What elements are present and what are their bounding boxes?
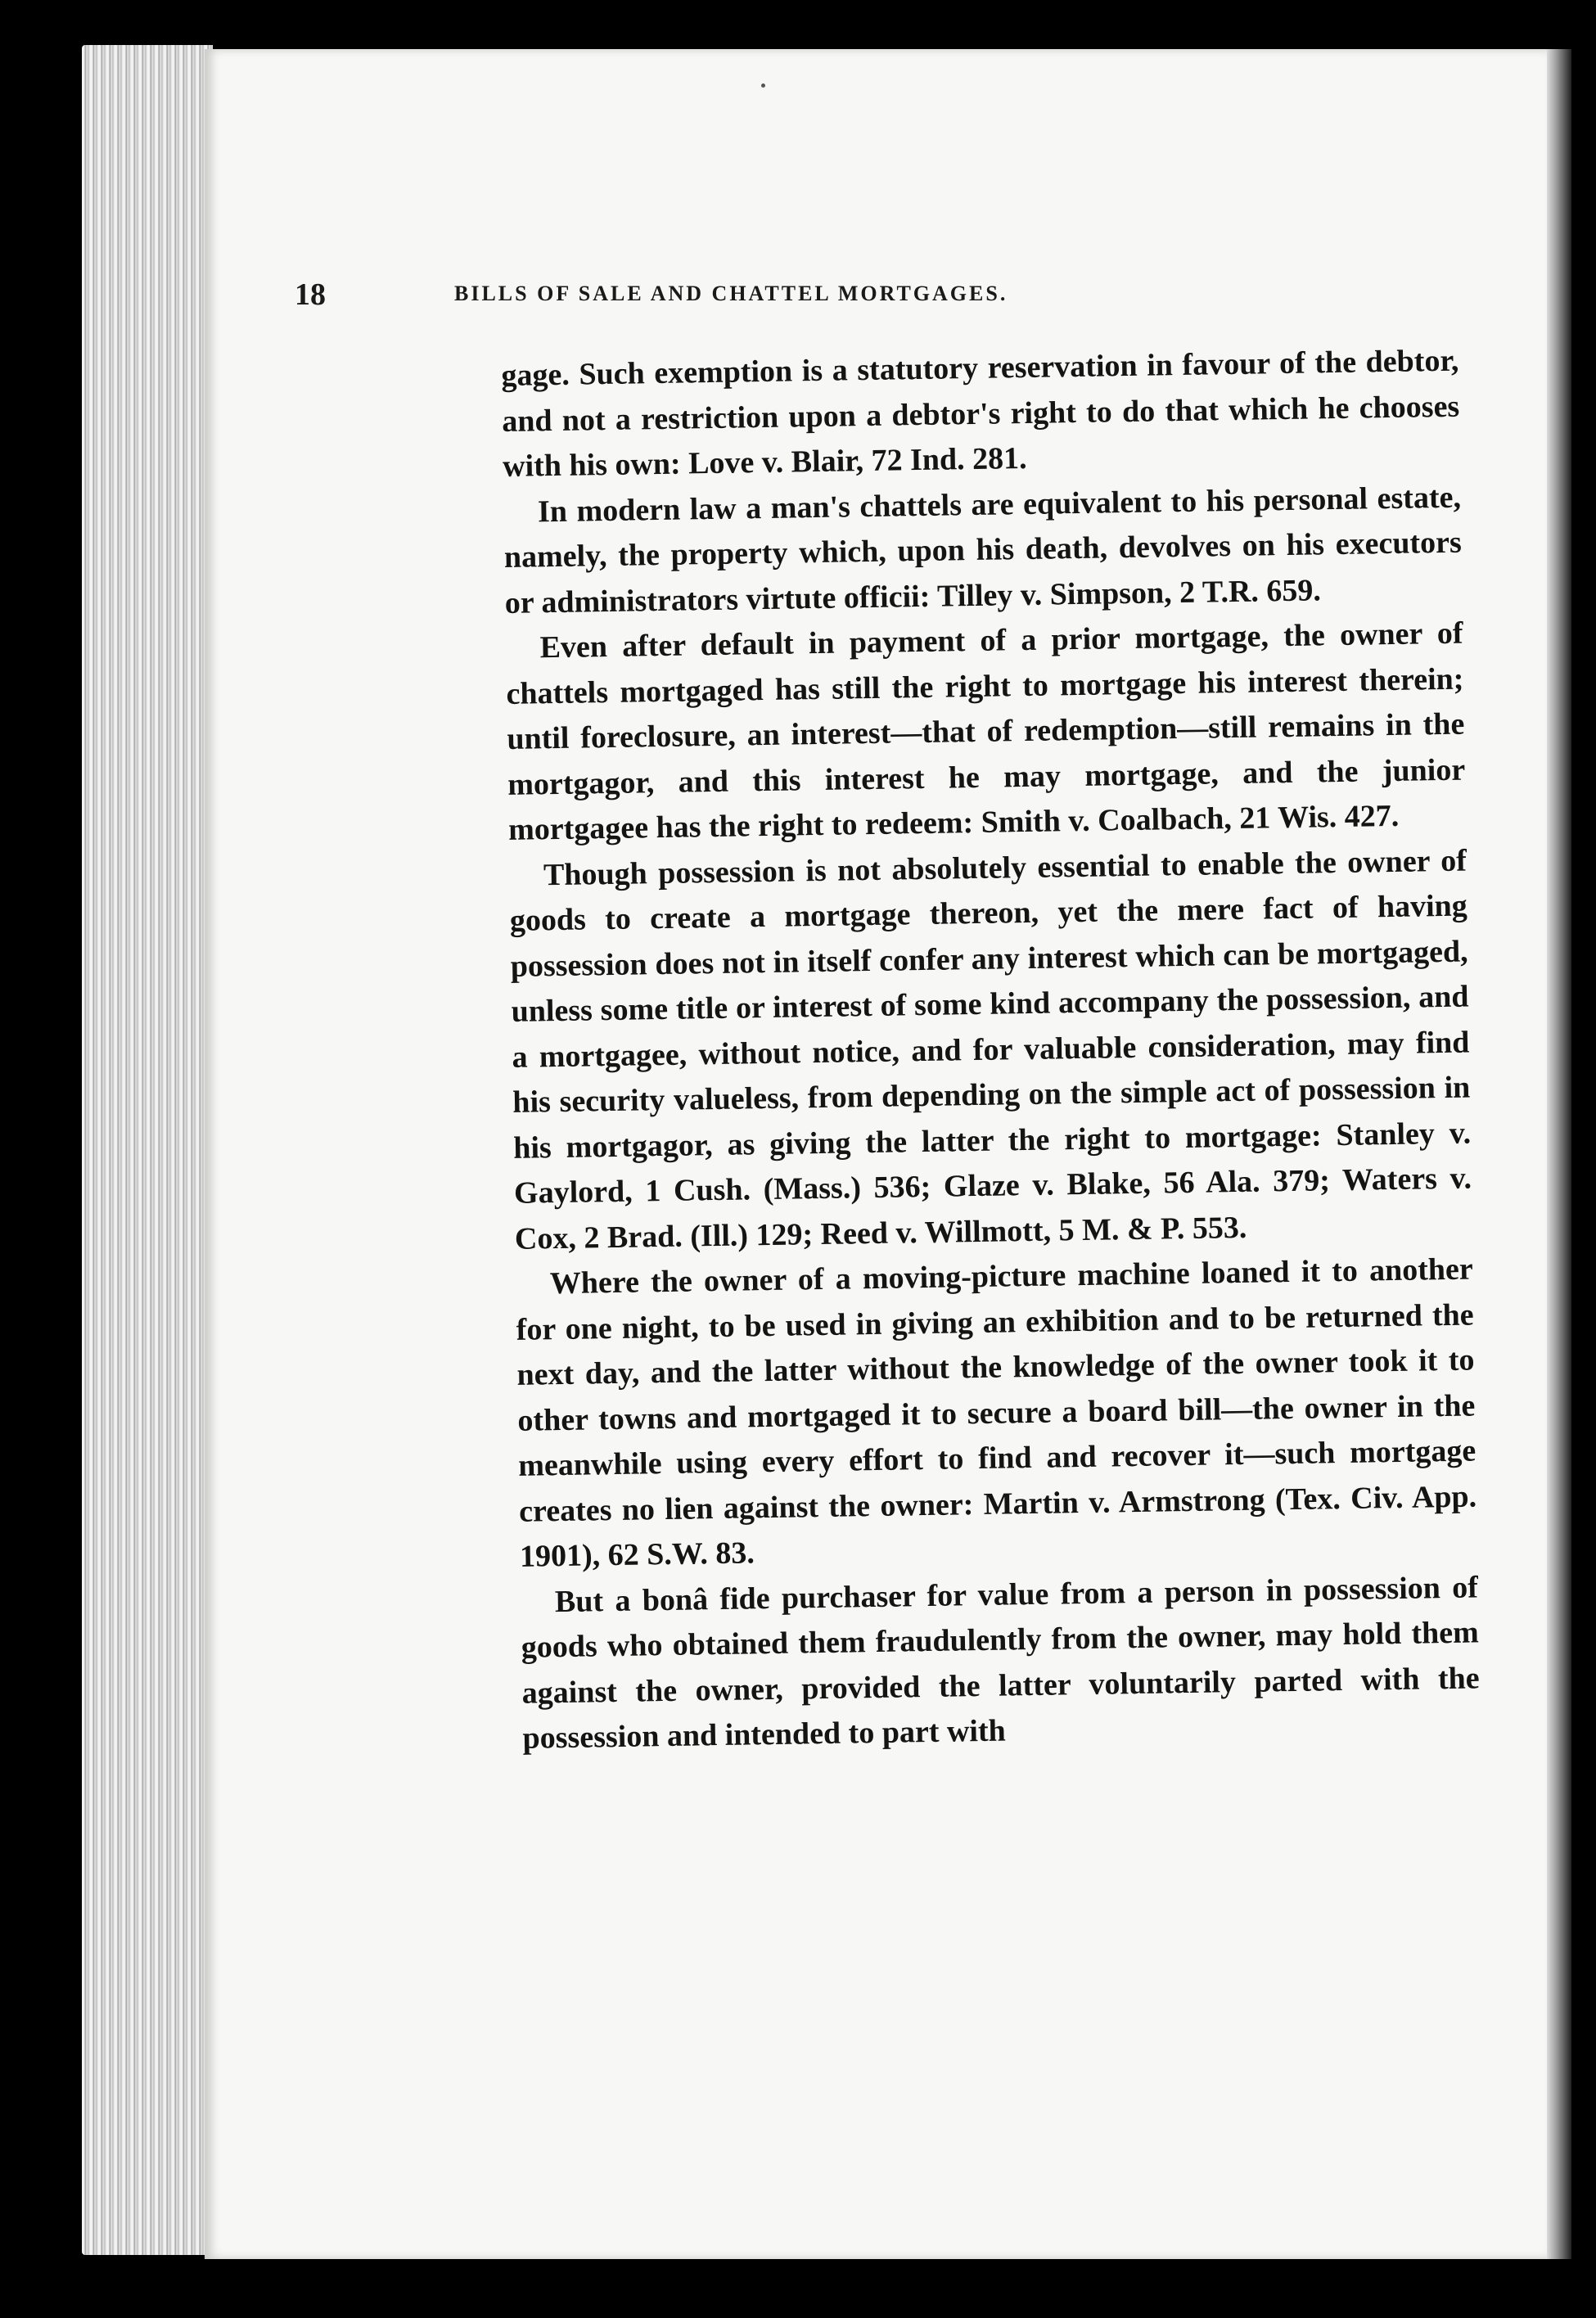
paragraph-bona-fide: But a bonâ fide purchaser for value from a person in possession of goods who obtained them fraudulently from the owner, may hold them against the owner, provided the latter voluntarily parted with the possession and intended to part with: [521, 1569, 1480, 1756]
paragraph-possession: Though possession is not absolutely essential to enable the owner of goods to create a mortgage thereon, yet the mere fact of having possession does not in itself confer any interest which can be mortgaged, unless some title or interest of some kind accompany the possession, and a mortgagee, without notice, and for valuable consideration, may find his security valueless, from depending on the simple act of possession in his mortgagor, as giving the latter the right to mortgage: Stanley v. Gaylord, 1 Cush. (Mass.) 536; Glaze v. Blake, 56 Ala. 379; Waters v. Cox, 2 Brad. (Ill.) 129; Reed v. Willmott, 5 M. & P. 553.: [509, 843, 1472, 1256]
paragraph-moving-picture: Where the owner of a moving-picture machine loaned it to another for one night, to be used in giving an exhibition and to be returned the next day, and the latter without the knowledge of the owner took it to other towns and mortgaged it to secure a board bill—the owner in the meanwhile using every effort to find and recover it—such mortgage creates no lien against the owner: Martin v. Armstrong (Tex. Civ. App. 1901), 62 S.W. 83.: [516, 1251, 1477, 1574]
paragraph-default: Even after default in payment of a prior mortgage, the owner of chattels mortgaged has still the right to mortgage his interest therein; until foreclosure, an interest—that of redemption—still remains in the mortgagor, and this interest he may mortgage, and the junior mortgagee has the right to redeem: Smith v. Coalbach, 21 Wis. 427.: [506, 616, 1466, 847]
page-edge-stack: [82, 45, 213, 2255]
body-text: [501, 339, 1481, 1762]
page-right-edge: [1547, 49, 1571, 2259]
paragraph-chattels: In modern law a man's chattels are equivalent to his personal estate, namely, the property which, upon his death, devolves on his executors or administrators virtute officii: Tilley v. Simpson, 2 T.R. 659.: [503, 480, 1463, 620]
page-number: 18: [295, 277, 326, 312]
running-head: [295, 277, 1260, 326]
header-title: BILLS OF SALE AND CHATTEL MORTGAGES.: [454, 282, 1008, 305]
paragraph-continuation: gage. Such exemption is a statutory reservation in favour of the debtor, and not a restriction upon a debtor's right to do that which he chooses with his own: Love v. Blair, 72 Ind. 281.: [501, 343, 1460, 484]
scan-speck: [761, 83, 765, 88]
